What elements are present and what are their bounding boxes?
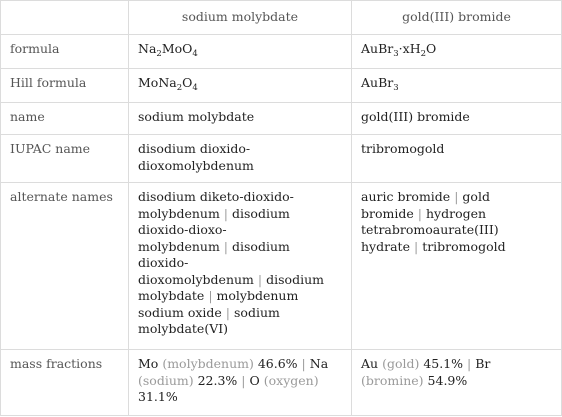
alternate-names-gold-bromide [352, 183, 562, 350]
row-label-alternate-names: alternate names [1, 183, 129, 350]
header-gold-bromide: gold(III) bromide [352, 1, 562, 35]
element-symbol: O [249, 372, 264, 388]
alternate-name: hydrogen tetrabromoaurate(III) hydrate [361, 205, 499, 254]
element-name: (gold) [382, 356, 420, 371]
element-symbol: Br [475, 356, 491, 371]
header-sodium-molybdate: sodium molybdate [129, 1, 352, 35]
alternate-name: tribromogold [422, 238, 506, 254]
table-row [1, 135, 562, 183]
row-label-hill-formula: Hill formula [1, 69, 129, 103]
element-name: (sodium) [138, 372, 194, 388]
separator: | [241, 372, 246, 388]
alternate-name: molybdenum sodium oxide [138, 288, 299, 320]
name-sodium-molybdate: sodium molybdate [129, 103, 352, 135]
table-row [1, 69, 562, 103]
formula-sodium-molybdate: $Na_2MoO_4$ [129, 35, 352, 69]
separator: | [454, 189, 459, 204]
separator: | [417, 205, 422, 221]
alternate-name: disodium dioxido-dioxo-molybdenum [138, 205, 290, 254]
header-row [1, 1, 562, 35]
element-name: (bromine) [361, 372, 424, 388]
alternate-name: sodium molybdate(VI) [138, 304, 280, 336]
row-label-iupac-name: IUPAC name [1, 135, 129, 183]
alternate-name: disodium molybdate [138, 271, 324, 303]
iupac-gold-bromide: tribromogold [352, 135, 562, 183]
element-name: (molybdenum) [162, 356, 254, 371]
element-symbol: Au [361, 356, 383, 371]
fraction-value: 22.3% [193, 372, 238, 388]
fraction-value: 45.1% [419, 356, 464, 371]
iupac-sodium-molybdate: disodium dioxido-dioxomolybdenum [129, 135, 352, 183]
separator: | [467, 356, 472, 371]
table-row [1, 350, 562, 416]
alternate-name: auric bromide [361, 189, 451, 204]
separator: | [208, 288, 213, 303]
hill-formula-sodium-molybdate: $MoNa_2O_4$ [129, 69, 352, 103]
fraction-value: 54.9% [423, 372, 468, 388]
name-gold-bromide: gold(III) bromide [352, 103, 562, 135]
element-symbol: Na [309, 356, 329, 371]
row-label-name: name [1, 103, 129, 135]
alternate-names-sodium-molybdate [129, 183, 352, 350]
separator: | [301, 356, 306, 371]
alternate-name: disodium dioxido-dioxomolybdenum [138, 238, 290, 287]
row-label-mass-fractions: mass fractions [1, 350, 129, 416]
alternate-name: gold bromide [361, 189, 490, 221]
element-name: (oxygen) [263, 372, 319, 388]
alternate-name: disodium diketo-dioxido-molybdenum [138, 189, 294, 221]
element-symbol: Mo [138, 356, 163, 371]
formula-gold-bromide: $AuBr_3\cdot xH_2O$ [352, 35, 562, 69]
fraction-value: 31.1% [138, 389, 178, 404]
fraction-value: 46.6% [253, 356, 298, 371]
table-row [1, 103, 562, 135]
separator: | [257, 271, 263, 287]
table-row [1, 35, 562, 69]
table-row [1, 183, 562, 350]
mass-fractions-gold-bromide [352, 350, 562, 416]
separator: | [413, 238, 419, 254]
separator: | [225, 304, 231, 320]
row-label-formula: formula [1, 35, 129, 69]
separator: | [223, 238, 229, 254]
mass-fractions-sodium-molybdate [129, 350, 352, 416]
hill-formula-gold-bromide: AuBr$_3$ [352, 69, 562, 103]
header-empty [1, 1, 129, 35]
separator: | [223, 205, 229, 221]
